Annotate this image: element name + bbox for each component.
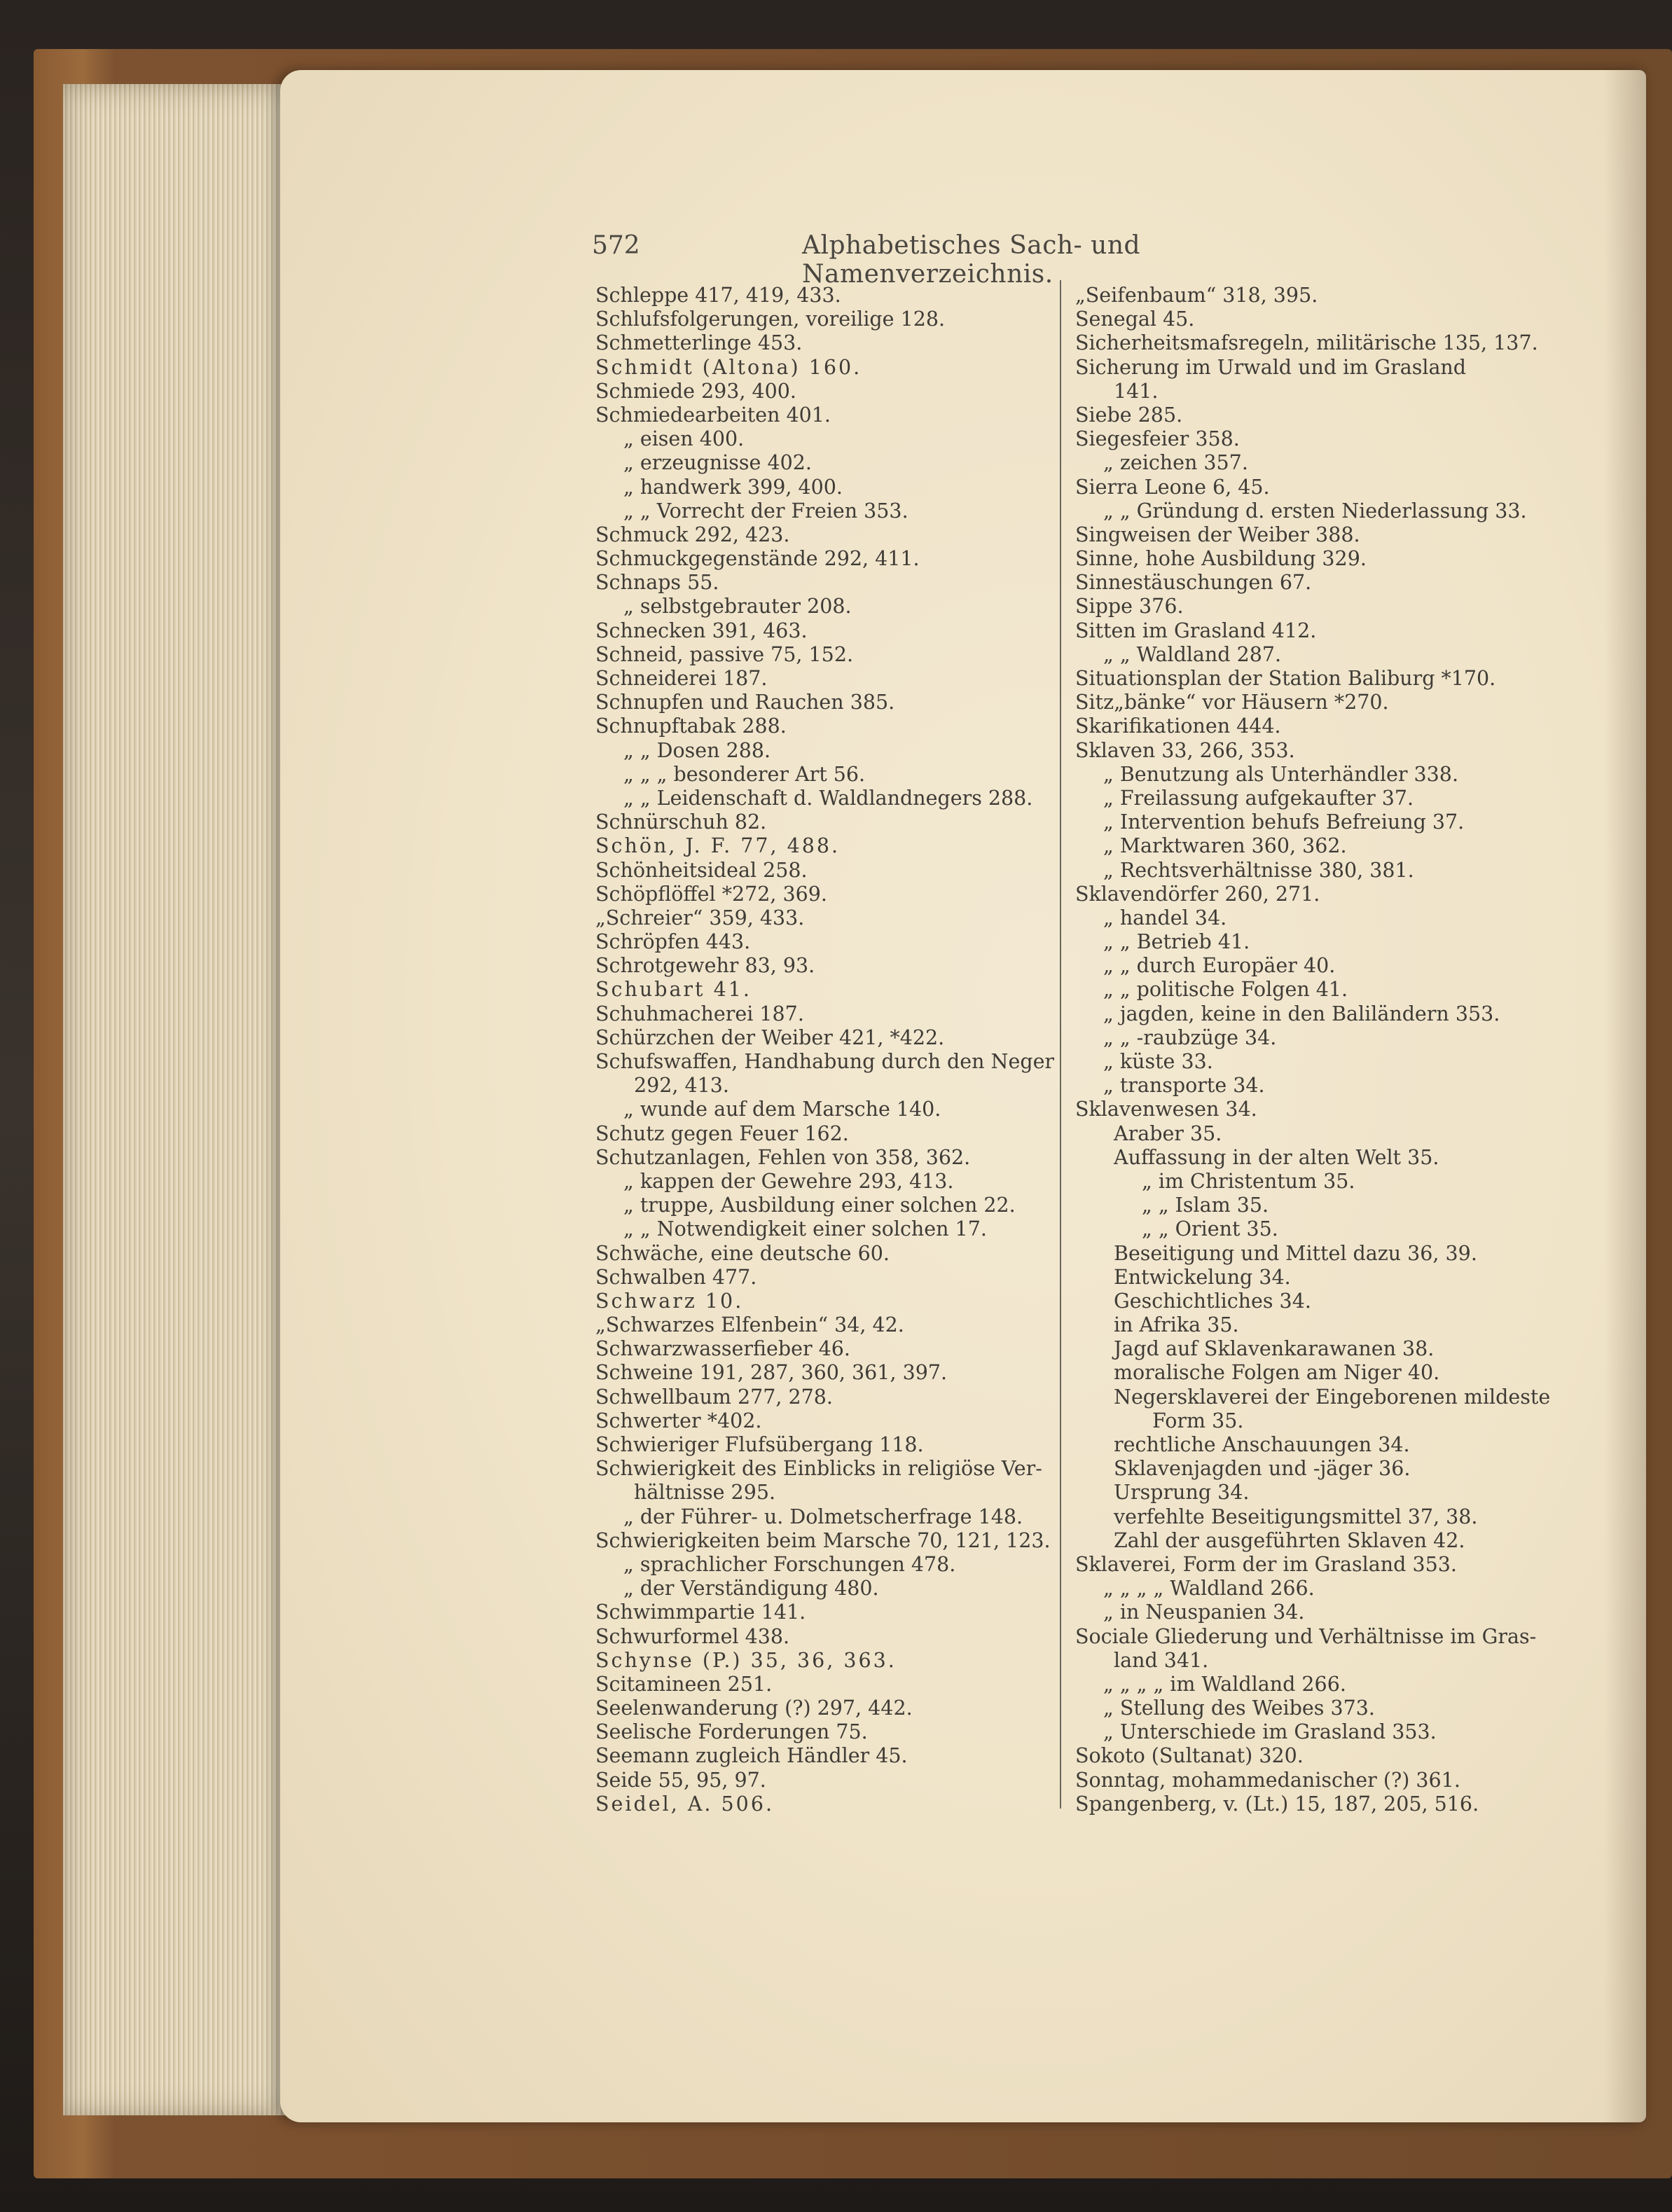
column-divider: [1060, 280, 1061, 1809]
index-subentry: „ Marktwaren 360, 362.: [1103, 834, 1347, 858]
index-entry: Schöpflöffel *272, 369.: [595, 882, 827, 906]
index-entry: Singweisen der Weiber 388.: [1075, 523, 1360, 546]
index-entry: Sitz„bänke“ vor Häusern *270.: [1075, 691, 1389, 714]
index-entry: „Schreier“ 359, 433.: [595, 906, 805, 929]
page-header: [592, 231, 1313, 289]
index-entry: Schuhmacherei 187.: [595, 1002, 804, 1025]
index-entry: Schwerter *402.: [595, 1409, 762, 1432]
index-subentry: „ der Verständigung 480.: [623, 1577, 879, 1601]
index-entry: Spangenberg, v. (Lt.) 15, 187, 205, 516.: [1075, 1792, 1479, 1816]
index-subentry: „ selbstgebrauter 208.: [623, 595, 852, 618]
index-entry: Sklaverei, Form der im Grasland 353.: [1075, 1552, 1457, 1576]
index-entry: Schrotgewehr 83, 93.: [595, 954, 815, 978]
index-entry: Sonntag, mohammedanischer (?) 361.: [1075, 1768, 1460, 1792]
index-entry: Seidel, A. 506.: [595, 1792, 775, 1816]
index-entry: Schwieriger Flufsübergang 118.: [595, 1433, 924, 1456]
index-entry: Schmidt (Altona) 160.: [595, 355, 862, 379]
index-subentry: „ sprachlicher Forschungen 478.: [623, 1552, 956, 1576]
index-subentry: „ „ -raubzüge 34.: [1103, 1025, 1277, 1049]
index-entry: Schwäche, eine deutsche 60.: [595, 1241, 890, 1265]
index-subentry: „ Benutzung als Unterhändler 338.: [1103, 762, 1459, 786]
index-entry: Schmiedearbeiten 401.: [595, 403, 831, 427]
index-entry: Sklavendörfer 260, 271.: [1075, 882, 1320, 906]
index-subentry: „ küste 33.: [1103, 1050, 1213, 1073]
index-entry: „Schwarzes Elfenbein“ 34, 42.: [595, 1313, 904, 1337]
index-subentry: Entwickelung 34.: [1114, 1265, 1291, 1289]
index-subentry: Zahl der ausgeführten Sklaven 42.: [1114, 1528, 1465, 1552]
index-entry: Schneiderei 187.: [595, 667, 768, 690]
index-entry: Schutz gegen Feuer 162.: [595, 1121, 849, 1145]
index-continuation: 292, 413.: [634, 1074, 729, 1098]
index-subentry: „ „ Orient 35.: [1142, 1217, 1278, 1241]
index-entry: Schutzanlagen, Fehlen von 358, 362.: [595, 1145, 971, 1169]
index-entry: Schröpfen 443.: [595, 930, 751, 954]
index-entry: Skarifikationen 444.: [1075, 714, 1281, 738]
index-subentry: „ Rechtsverhältnisse 380, 381.: [1103, 858, 1414, 882]
index-continuation: hältnisse 295.: [634, 1481, 776, 1505]
index-subentry: „ in Neuspanien 34.: [1103, 1601, 1305, 1624]
index-entry: Seelenwanderung (?) 297, 442.: [595, 1696, 913, 1720]
index-entry: Sinnestäuschungen 67.: [1075, 571, 1312, 595]
index-subentry: „ der Führer- u. Dolmetscherfrage 148.: [623, 1505, 1023, 1528]
index-entry: Schnupftabak 288.: [595, 714, 787, 738]
index-subentry: „ „ „ besonderer Art 56.: [623, 762, 866, 786]
index-entry: Seide 55, 95, 97.: [595, 1768, 766, 1792]
index-subentry: „ Intervention behufs Befreiung 37.: [1103, 810, 1465, 834]
index-subentry: „ zeichen 357.: [1103, 451, 1248, 475]
index-subentry: „ handel 34.: [1103, 906, 1227, 929]
index-entry: Schmiede 293, 400.: [595, 379, 796, 403]
index-subentry: „ jagden, keine in den Baliländern 353.: [1103, 1002, 1500, 1025]
index-entry: Schwellbaum 277, 278.: [595, 1385, 833, 1409]
index-entry: „Seifenbaum“ 318, 395.: [1075, 284, 1318, 307]
index-entry: Schönheitsideal 258.: [595, 858, 808, 882]
index-subentry: „ wunde auf dem Marsche 140.: [623, 1098, 941, 1121]
index-column-right: [1075, 284, 1551, 1816]
index-entry: Schmuck 292, 423.: [595, 523, 790, 546]
index-entry: Sierra Leone 6, 45.: [1075, 475, 1270, 499]
index-entry: Schürzchen der Weiber 421, *422.: [595, 1025, 945, 1049]
index-entry: Schweine 191, 287, 360, 361, 397.: [595, 1361, 948, 1385]
index-subentry: „ Stellung des Weibes 373.: [1103, 1696, 1375, 1720]
index-entry: Schwimmpartie 141.: [595, 1601, 806, 1624]
index-entry: Schneid, passive 75, 152.: [595, 642, 854, 666]
index-entry: Schynse (P.) 35, 36, 363.: [595, 1648, 897, 1672]
index-entry: Schmuckgegenstände 292, 411.: [595, 547, 920, 571]
index-entry: Schnecken 391, 463.: [595, 618, 808, 642]
index-subentry: „ „ Vorrecht der Freien 353.: [623, 499, 908, 523]
index-subentry: „ truppe, Ausbildung einer solchen 22.: [623, 1194, 1016, 1217]
index-entry: Sokoto (Sultanat) 320.: [1075, 1744, 1304, 1768]
index-subentry: „ „ Notwendigkeit einer solchen 17.: [623, 1217, 987, 1241]
index-subentry: „ „ politische Folgen 41.: [1103, 978, 1348, 1002]
index-entry: Schwalben 477.: [595, 1265, 757, 1289]
index-entry: Schubart 41.: [595, 978, 752, 1002]
page-edges: [63, 84, 294, 2115]
index-subentry: Negersklaverei der Eingeborenen mildeste: [1114, 1385, 1551, 1409]
index-entry: Schwierigkeiten beim Marsche 70, 121, 123.: [595, 1528, 1051, 1552]
index-entry: Schön, J. F. 77, 488.: [595, 834, 841, 858]
index-subentry: „ „ Gründung d. ersten Niederlassung 33.: [1103, 499, 1527, 523]
index-subentry: „ „ „ „ Waldland 266.: [1103, 1577, 1315, 1601]
index-entry: Scitamineen 251.: [595, 1672, 773, 1696]
index-entry: Sitten im Grasland 412.: [1075, 618, 1317, 642]
index-entry: Schmetterlinge 453.: [595, 331, 803, 355]
index-entry: Schwarz 10.: [595, 1289, 744, 1313]
index-subentry: „ eisen 400.: [623, 427, 745, 451]
index-column-left: [595, 284, 1055, 1816]
index-entry: Schwurformel 438.: [595, 1624, 790, 1648]
index-subentry: „ „ Dosen 288.: [623, 738, 771, 762]
index-subentry: Araber 35.: [1114, 1121, 1222, 1145]
index-entry: Schwierigkeit des Einblicks in religiöse Ver-: [595, 1457, 1042, 1481]
page-number: 572: [592, 231, 640, 260]
index-entry: Seemann zugleich Händler 45.: [595, 1744, 908, 1768]
index-entry: Sippe 376.: [1075, 595, 1184, 618]
index-continuation: land 341.: [1114, 1648, 1209, 1672]
index-subentry: Auffassung in der alten Welt 35.: [1114, 1145, 1439, 1169]
index-entry: Schleppe 417, 419, 433.: [595, 284, 841, 307]
index-entry: Senegal 45.: [1075, 307, 1195, 331]
index-entry: Sociale Gliederung und Verhältnisse im Gras-: [1075, 1624, 1537, 1648]
index-entry: Siegesfeier 358.: [1075, 427, 1240, 451]
index-subentry: „ „ Islam 35.: [1142, 1194, 1269, 1217]
index-subentry: „ Freilassung aufgekaufter 37.: [1103, 786, 1414, 810]
index-subentry: „ Unterschiede im Grasland 353.: [1103, 1720, 1437, 1744]
index-entry: Schlufsfolgerungen, voreilige 128.: [595, 307, 946, 331]
index-subentry: Jagd auf Sklavenkarawanen 38.: [1114, 1337, 1435, 1361]
index-entry: Sinne, hohe Ausbildung 329.: [1075, 547, 1367, 571]
index-subentry: „ „ Waldland 287.: [1103, 642, 1282, 666]
index-entry: Schwarzwasserfieber 46.: [595, 1337, 850, 1361]
index-subentry: in Afrika 35.: [1114, 1313, 1239, 1337]
index-subentry: „ im Christentum 35.: [1142, 1169, 1355, 1193]
index-subentry: Geschichtliches 34.: [1114, 1289, 1311, 1313]
index-subentry: „ transporte 34.: [1103, 1074, 1265, 1098]
index-subentry: „ „ Leidenschaft d. Waldlandnegers 288.: [623, 786, 1033, 810]
index-entry: Schufswaffen, Handhabung durch den Neger: [595, 1050, 1055, 1073]
index-subentry: „ „ Betrieb 41.: [1103, 930, 1250, 954]
index-entry: Schnaps 55.: [595, 571, 719, 595]
index-entry: Siebe 285.: [1075, 403, 1183, 427]
index-subentry: „ handwerk 399, 400.: [623, 475, 843, 499]
page-shadow: [1604, 70, 1646, 2122]
index-subentry: verfehlte Beseitigungsmittel 37, 38.: [1114, 1505, 1478, 1528]
index-subentry: Ursprung 34.: [1114, 1481, 1250, 1505]
index-subentry: moralische Folgen am Niger 40.: [1114, 1361, 1440, 1385]
index-entry: Schnupfen und Rauchen 385.: [595, 691, 895, 714]
index-entry: Situationsplan der Station Baliburg *170.: [1075, 667, 1496, 690]
index-subentry: „ erzeugnisse 402.: [623, 451, 812, 475]
index-entry: Sicherheitsmafsregeln, militärische 135, 137.: [1075, 331, 1538, 355]
index-entry: Schnürschuh 82.: [595, 810, 767, 834]
index-entry: Sklavenwesen 34.: [1075, 1098, 1257, 1121]
index-subentry: „ „ durch Europäer 40.: [1103, 954, 1336, 978]
index-subentry: „ „ „ „ im Waldland 266.: [1103, 1672, 1346, 1696]
index-subentry: Sklavenjagden und -jäger 36.: [1114, 1457, 1411, 1481]
index-entry: Seelische Forderungen 75.: [595, 1720, 868, 1744]
index-subentry: Beseitigung und Mittel dazu 36, 39.: [1114, 1241, 1477, 1265]
index-entry: Sklaven 33, 266, 353.: [1075, 738, 1295, 762]
index-entry: Sicherung im Urwald und im Grasland: [1075, 355, 1467, 379]
index-continuation: 141.: [1114, 379, 1159, 403]
index-subentry: rechtliche Anschauungen 34.: [1114, 1433, 1410, 1456]
index-continuation: Form 35.: [1152, 1409, 1244, 1432]
index-subentry: „ kappen der Gewehre 293, 413.: [623, 1169, 954, 1193]
running-head: Alphabetisches Sach- und Namenverzeichnis.: [802, 231, 1141, 289]
